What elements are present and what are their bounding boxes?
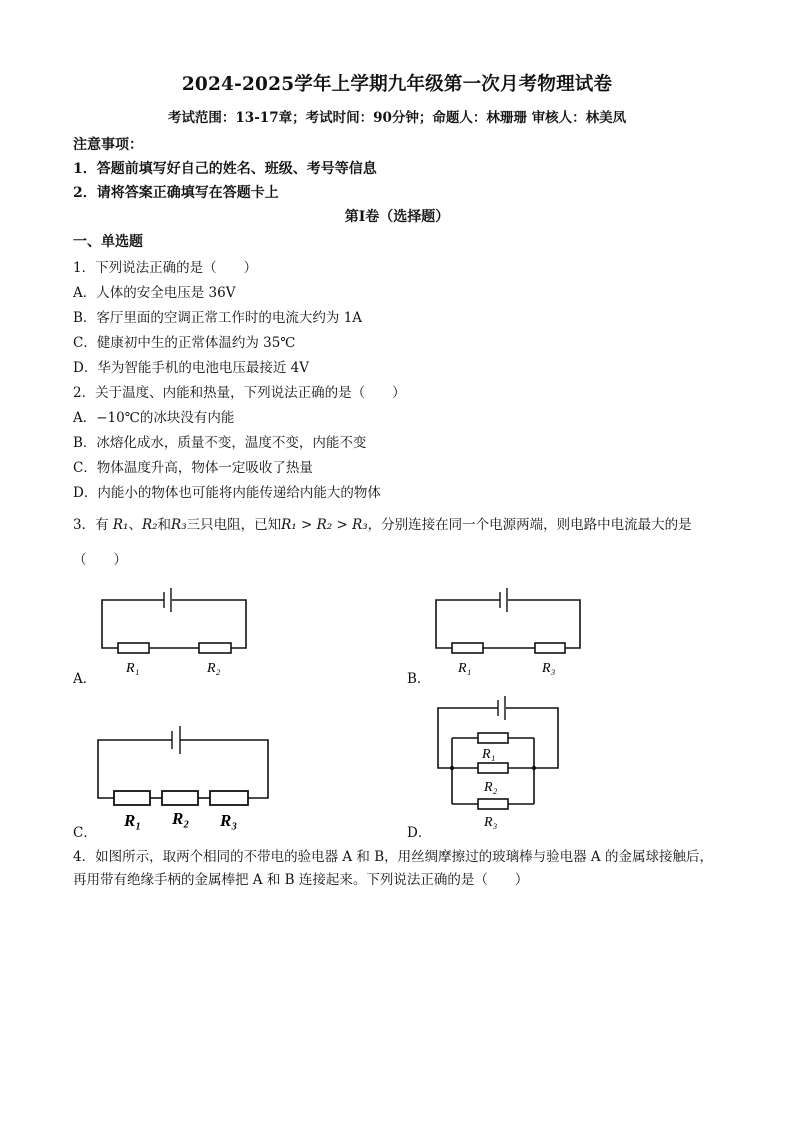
section-title: 第Ⅰ卷（选择题） — [344, 209, 450, 225]
circuit-b-label-r1: R₁ — [458, 661, 472, 676]
q1-option-d: D．华为智能手机的电池电压最接近 4V — [73, 360, 309, 376]
q1-option-a: A．人体的安全电压是 36V — [73, 285, 236, 301]
q3-option-c-label: C． — [73, 825, 97, 841]
q2-option-d: D．内能小的物体也可能将内能传递给内能大的物体 — [73, 485, 381, 501]
q3-option-a-label: A． — [73, 671, 97, 687]
circuit-c-label-r1: R₁ — [124, 811, 142, 830]
q2-option-b: B．冰熔化成水，质量不变，温度不变，内能不变 — [73, 435, 367, 451]
exam-meta: 考试范围：13-17章；考试时间：90分钟；命题人：林珊珊 审核人：林美凤 — [167, 110, 627, 126]
notes-item-1: 1．答题前填写好自己的姓名、班级、考号等信息 — [73, 161, 377, 177]
q2-stem: 2．关于温度、内能和热量，下列说法正确的是（ ） — [73, 385, 406, 401]
q3-option-b-label: B． — [407, 671, 431, 687]
part-title: 一、单选题 — [73, 234, 143, 250]
q1-option-b: B．客厅里面的空调正常工作时的电流大约为 1A — [73, 310, 363, 326]
q4-line-1: 4．如图所示，取两个相同的不带电的验电器 A 和 B，用丝绸摩擦过的玻璃棒与验电器 A 的金属球接触后， — [73, 849, 713, 865]
q4-line-2: 再用带有绝缘手柄的金属棒把 A 和 B 连接起来。下列说法正确的是（ ） — [73, 872, 529, 888]
circuit-c-label-r3: R₃ — [220, 811, 238, 830]
q2-option-c: C．物体温度升高，物体一定吸收了热量 — [73, 460, 313, 476]
q3-r1: R₁ — [112, 517, 129, 533]
notes-heading: 注意事项： — [73, 137, 143, 153]
q3-stem: 3．有 R₁、R₂和R₃三只电阻，已知R₁ > R₂ > R₃，分别连接在同一个电源两端，则电路中电流最大的是 — [73, 517, 692, 533]
circuit-d-diagram — [432, 696, 564, 832]
q3-option-d-label: D． — [407, 825, 432, 841]
q1-option-c: C．健康初中生的正常体温约为 35℃ — [73, 335, 296, 351]
circuit-a-label-r1: R₁ — [126, 661, 140, 676]
q3-paren: （ ） — [73, 552, 127, 568]
q1-stem: 1．下列说法正确的是（ ） — [73, 260, 258, 276]
q3-relation: R₁ > R₂ > R₃ — [281, 517, 368, 533]
circuit-c-diagram — [92, 722, 274, 832]
q2-option-a: A．−10℃的冰块没有内能 — [73, 410, 235, 426]
circuit-d-label-r2: R₂ — [484, 780, 498, 795]
circuit-d-label-r3: R₃ — [484, 815, 498, 830]
exam-title: 2024-2025学年上学期九年级第一次月考物理试卷 — [181, 74, 613, 95]
circuit-a-label-r2: R₂ — [207, 661, 221, 676]
q3-r3: R₃ — [171, 517, 187, 533]
q3-r2: R₂ — [141, 517, 158, 533]
circuit-d-label-r1: R₁ — [482, 747, 496, 762]
circuit-a-diagram — [96, 588, 256, 680]
notes-item-2: 2．请将答案正确填写在答题卡上 — [73, 185, 279, 201]
circuit-c-label-r2: R₂ — [172, 809, 190, 828]
circuit-b-label-r3: R₃ — [542, 661, 556, 676]
circuit-b-diagram — [430, 588, 590, 680]
